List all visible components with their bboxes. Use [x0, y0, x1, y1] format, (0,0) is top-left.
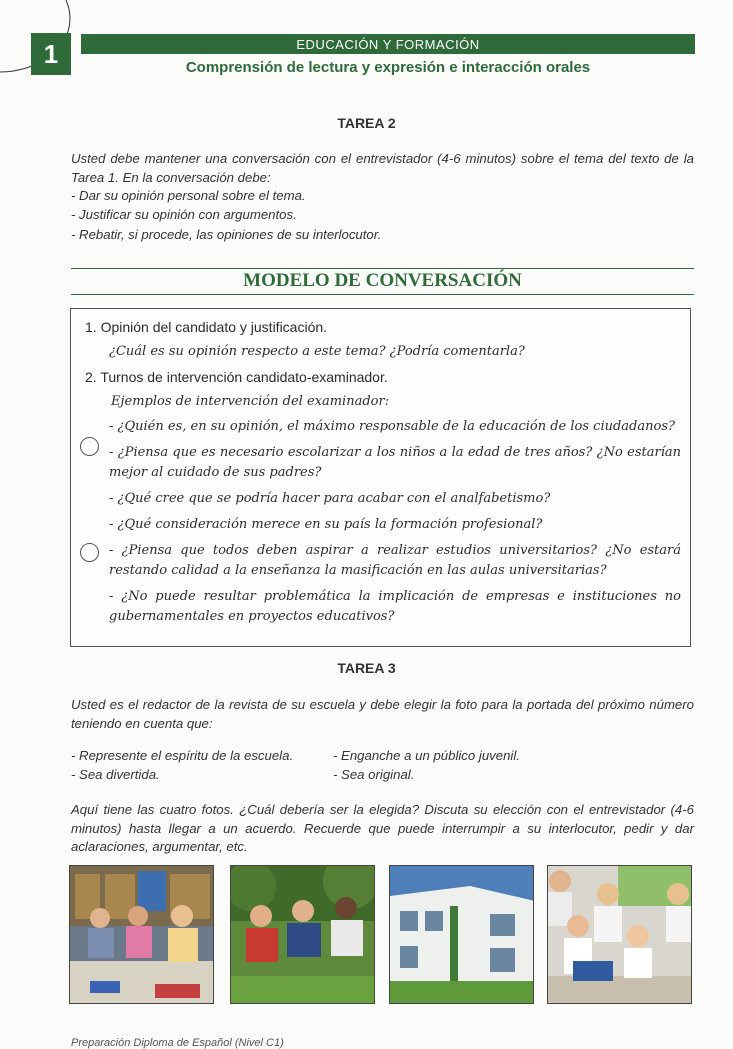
section-1-question: ¿Cuál es su opinión respecto a este tema? ¿Podría comentarla? [109, 344, 525, 359]
examiner-question: - ¿Quién es, en su opinión, el máximo responsable de la educación de los ciudadanos? [109, 419, 675, 434]
tarea-2-instructions [71, 150, 694, 245]
section-title-band [81, 34, 695, 54]
examiner-question: - ¿Qué consideración merece en su país la formación profesional? [109, 517, 543, 532]
conversation-model-box [70, 308, 691, 647]
tarea-3-closing: Aquí tiene las cuatro fotos. ¿Cuál debería ser la elegida? Discuta su elección con el entrevistador (4-6 minutos) hasta llegar a un acuerdo. Recuerde que puede interrumpir a su interlocutor, pedir y dar aclaraciones, argumentar, etc. [71, 802, 694, 854]
examiner-question: - ¿Piensa que es necesario escolarizar a los niños a la edad de tres años? ¿No estarían mejor al cuidado de sus padres? [109, 445, 681, 480]
unit-number-badge: 1 [31, 33, 71, 75]
section-2-heading: 2. Turnos de intervención candidato-examinador. [85, 369, 388, 385]
requirements-right [333, 747, 520, 784]
model-title: MODELO DE CONVERSACIÓN [243, 270, 522, 291]
examiner-questions-list [109, 417, 681, 633]
requirement-item: - Enganche a un público juvenil. [333, 748, 520, 763]
requirement-item: - Sea original. [333, 766, 415, 782]
tarea-2-bullet: - Rebatir, si procede, las opiniones de su interlocutor. [71, 227, 382, 242]
tarea-3-title: TAREA 3 [337, 660, 396, 676]
punch-hole-icon [80, 543, 99, 562]
photo-2-students-park [230, 865, 375, 1004]
divider-bottom [71, 294, 694, 295]
photo-4-students-classroom [547, 865, 692, 1004]
tarea-2-title: TAREA 2 [337, 115, 396, 131]
tarea-2-bullet: - Justificar su opinión con argumentos. [71, 206, 297, 222]
section-title: EDUCACIÓN Y FORMACIÓN [296, 36, 480, 52]
examples-label: Ejemplos de intervención del examinador: [111, 394, 390, 409]
divider-top [71, 268, 694, 269]
punch-hole-icon [80, 437, 99, 456]
photo-3-school-building [389, 865, 534, 1004]
tarea-2-bullet: - Dar su opinión personal sobre el tema. [71, 188, 306, 203]
tarea-2-intro: Usted debe mantener una conversación con el entrevistador (4-6 minutos) sobre el tema del texto de la Tarea 1. En la conversación debe: [71, 151, 694, 185]
examiner-question: - ¿Piensa que todos deben aspirar a realizar estudios universitarios? ¿No estará restando calidad a la enseñanza la masificación en las aulas universitarias? [109, 543, 681, 578]
section-1-heading: 1. Opinión del candidato y justificación. [85, 319, 328, 335]
requirement-item: - Represente el espíritu de la escuela. [71, 748, 294, 763]
tarea-3-intro: Usted es el redactor de la revista de su escuela y debe elegir la foto para la portada del próximo número teniendo en cuenta que: [71, 697, 694, 731]
requirements-left [71, 747, 293, 784]
examiner-question: - ¿Qué cree que se podría hacer para acabar con el analfabetismo? [109, 491, 551, 506]
requirement-item: - Sea divertida. [71, 766, 160, 782]
examiner-question: - ¿No puede resultar problemática la implicación de empresas e instituciones no gubernamentales en proyectos educativos? [109, 589, 681, 624]
photo-1-students-library [69, 865, 214, 1004]
footer-text: Preparación Diploma de Español (Nivel C1) [71, 1037, 284, 1049]
section-subtitle: Comprensión de lectura y expresión e interacción orales [185, 59, 591, 76]
